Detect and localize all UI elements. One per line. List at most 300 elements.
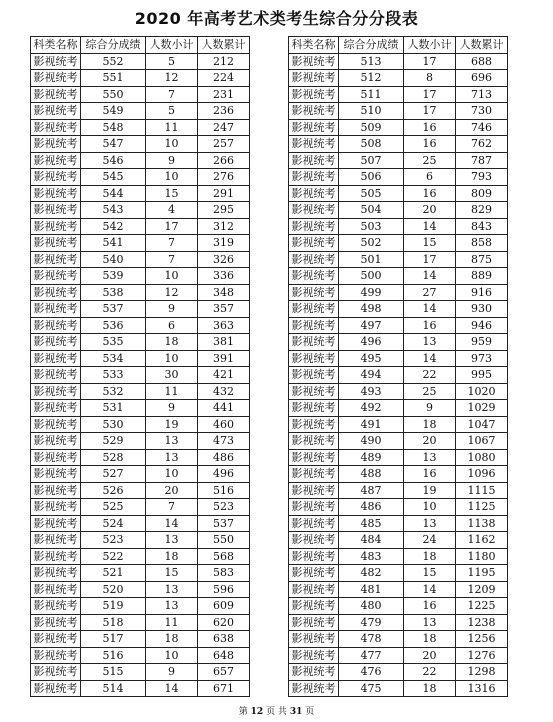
cell-count: 13 xyxy=(404,515,456,532)
cell-score: 539 xyxy=(81,268,146,285)
table-body-left xyxy=(31,53,250,697)
cell-score: 499 xyxy=(339,284,404,301)
cell-count: 10 xyxy=(146,169,198,186)
table-row xyxy=(289,581,508,598)
cell-cumulative: 1029 xyxy=(456,400,508,417)
cell-count: 11 xyxy=(146,614,198,631)
table-row xyxy=(289,664,508,681)
cell-cumulative: 1096 xyxy=(456,466,508,483)
cell-category: 影视统考 xyxy=(289,152,339,169)
cell-score: 508 xyxy=(339,136,404,153)
table-row xyxy=(289,317,508,334)
cell-cumulative: 1238 xyxy=(456,614,508,631)
cell-cumulative: 1020 xyxy=(456,383,508,400)
cell-score: 513 xyxy=(339,53,404,70)
table-row xyxy=(289,482,508,499)
cell-count: 14 xyxy=(146,515,198,532)
table-row xyxy=(289,251,508,268)
cell-cumulative: 688 xyxy=(456,53,508,70)
cell-count: 13 xyxy=(404,334,456,351)
table-row xyxy=(31,136,250,153)
cell-cumulative: 550 xyxy=(198,532,250,549)
table-row xyxy=(31,169,250,186)
table-header xyxy=(289,37,508,54)
cell-category: 影视统考 xyxy=(289,515,339,532)
cell-category: 影视统考 xyxy=(289,466,339,483)
cell-category: 影视统考 xyxy=(31,416,81,433)
cell-score: 542 xyxy=(81,218,146,235)
footer-mid: 页 共 xyxy=(266,707,287,717)
cell-score: 514 xyxy=(81,680,146,697)
table-row xyxy=(289,218,508,235)
header-count: 人数小计 xyxy=(146,37,198,54)
total-pages: 31 xyxy=(289,707,303,717)
cell-score: 519 xyxy=(81,598,146,615)
cell-count: 17 xyxy=(146,218,198,235)
cell-count: 16 xyxy=(404,466,456,483)
table-row xyxy=(31,631,250,648)
cell-cumulative: 432 xyxy=(198,383,250,400)
cell-count: 13 xyxy=(146,449,198,466)
cell-count: 18 xyxy=(146,334,198,351)
cell-cumulative: 460 xyxy=(198,416,250,433)
cell-count: 10 xyxy=(146,350,198,367)
cell-score: 544 xyxy=(81,185,146,202)
table-row xyxy=(31,565,250,582)
cell-count: 27 xyxy=(404,284,456,301)
cell-cumulative: 336 xyxy=(198,268,250,285)
cell-score: 506 xyxy=(339,169,404,186)
cell-cumulative: 696 xyxy=(456,70,508,87)
cell-count: 5 xyxy=(146,103,198,120)
cell-category: 影视统考 xyxy=(289,482,339,499)
cell-cumulative: 916 xyxy=(456,284,508,301)
cell-score: 522 xyxy=(81,548,146,565)
cell-score: 533 xyxy=(81,367,146,384)
table-row xyxy=(289,367,508,384)
cell-count: 17 xyxy=(404,103,456,120)
cell-cumulative: 381 xyxy=(198,334,250,351)
cell-category: 影视统考 xyxy=(31,334,81,351)
cell-cumulative: 1298 xyxy=(456,664,508,681)
cell-cumulative: 609 xyxy=(198,598,250,615)
cell-score: 541 xyxy=(81,235,146,252)
cell-cumulative: 657 xyxy=(198,664,250,681)
cell-cumulative: 295 xyxy=(198,202,250,219)
cell-category: 影视统考 xyxy=(289,548,339,565)
header-score: 综合分成绩 xyxy=(339,37,404,54)
cell-score: 540 xyxy=(81,251,146,268)
cell-category: 影视统考 xyxy=(31,614,81,631)
cell-score: 487 xyxy=(339,482,404,499)
cell-score: 551 xyxy=(81,70,146,87)
cell-cumulative: 326 xyxy=(198,251,250,268)
table-row xyxy=(31,614,250,631)
cell-score: 552 xyxy=(81,53,146,70)
table-row xyxy=(31,218,250,235)
cell-category: 影视统考 xyxy=(31,251,81,268)
cell-category: 影视统考 xyxy=(289,449,339,466)
cell-count: 18 xyxy=(404,680,456,697)
table-row xyxy=(31,317,250,334)
cell-category: 影视统考 xyxy=(289,614,339,631)
cell-cumulative: 1162 xyxy=(456,532,508,549)
header-category: 科类名称 xyxy=(31,37,81,54)
table-row xyxy=(31,466,250,483)
table-row xyxy=(289,416,508,433)
cell-cumulative: 276 xyxy=(198,169,250,186)
cell-category: 影视统考 xyxy=(289,103,339,120)
cell-score: 515 xyxy=(81,664,146,681)
cell-count: 16 xyxy=(404,185,456,202)
cell-score: 550 xyxy=(81,86,146,103)
cell-count: 17 xyxy=(404,53,456,70)
cell-cumulative: 1067 xyxy=(456,433,508,450)
cell-category: 影视统考 xyxy=(31,647,81,664)
cell-score: 525 xyxy=(81,499,146,516)
table-row xyxy=(289,301,508,318)
cell-category: 影视统考 xyxy=(31,86,81,103)
cell-category: 影视统考 xyxy=(31,532,81,549)
table-row xyxy=(289,433,508,450)
cell-cumulative: 1276 xyxy=(456,647,508,664)
table-row xyxy=(289,169,508,186)
cell-category: 影视统考 xyxy=(31,185,81,202)
table-row xyxy=(289,598,508,615)
table-body-right xyxy=(289,53,508,697)
cell-score: 521 xyxy=(81,565,146,582)
table-row xyxy=(289,383,508,400)
cell-score: 532 xyxy=(81,383,146,400)
cell-category: 影视统考 xyxy=(289,284,339,301)
cell-cumulative: 946 xyxy=(456,317,508,334)
cell-cumulative: 713 xyxy=(456,86,508,103)
page-footer xyxy=(0,704,553,717)
table-row xyxy=(289,284,508,301)
table-row xyxy=(289,202,508,219)
cell-count: 14 xyxy=(404,581,456,598)
cell-score: 516 xyxy=(81,647,146,664)
cell-category: 影视统考 xyxy=(289,680,339,697)
cell-cumulative: 421 xyxy=(198,367,250,384)
cell-cumulative: 973 xyxy=(456,350,508,367)
cell-count: 24 xyxy=(404,532,456,549)
table-header xyxy=(31,37,250,54)
cell-cumulative: 568 xyxy=(198,548,250,565)
cell-cumulative: 441 xyxy=(198,400,250,417)
cell-category: 影视统考 xyxy=(31,548,81,565)
table-row xyxy=(31,86,250,103)
cell-category: 影视统考 xyxy=(31,317,81,334)
cell-category: 影视统考 xyxy=(289,367,339,384)
cell-category: 影视统考 xyxy=(31,482,81,499)
table-row xyxy=(289,449,508,466)
cell-score: 497 xyxy=(339,317,404,334)
cell-category: 影视统考 xyxy=(289,251,339,268)
table-row xyxy=(31,383,250,400)
cell-score: 481 xyxy=(339,581,404,598)
cell-category: 影视统考 xyxy=(31,202,81,219)
table-row xyxy=(289,680,508,697)
cell-category: 影视统考 xyxy=(289,169,339,186)
cell-count: 7 xyxy=(146,499,198,516)
table-row xyxy=(31,482,250,499)
cell-category: 影视统考 xyxy=(289,202,339,219)
cell-category: 影视统考 xyxy=(31,350,81,367)
table-row xyxy=(289,119,508,136)
cell-cumulative: 843 xyxy=(456,218,508,235)
cell-count: 12 xyxy=(146,70,198,87)
table-row xyxy=(289,103,508,120)
page-title: 2020 年高考艺术类考生综合分分段表 xyxy=(134,9,419,28)
cell-cumulative: 1256 xyxy=(456,631,508,648)
table-row xyxy=(289,400,508,417)
cell-category: 影视统考 xyxy=(31,367,81,384)
cell-cumulative: 620 xyxy=(198,614,250,631)
header-category: 科类名称 xyxy=(289,37,339,54)
cell-cumulative: 875 xyxy=(456,251,508,268)
cell-count: 18 xyxy=(404,416,456,433)
cell-cumulative: 730 xyxy=(456,103,508,120)
cell-count: 7 xyxy=(146,235,198,252)
table-row xyxy=(31,598,250,615)
table-row xyxy=(31,664,250,681)
table-row xyxy=(289,53,508,70)
cell-score: 476 xyxy=(339,664,404,681)
cell-cumulative: 1047 xyxy=(456,416,508,433)
cell-count: 4 xyxy=(146,202,198,219)
table-row xyxy=(289,70,508,87)
cell-count: 14 xyxy=(146,680,198,697)
cell-cumulative: 357 xyxy=(198,301,250,318)
footer-suffix: 页 xyxy=(305,707,315,717)
cell-cumulative: 787 xyxy=(456,152,508,169)
cell-count: 16 xyxy=(404,119,456,136)
table-row xyxy=(31,680,250,697)
table-row xyxy=(31,532,250,549)
cell-count: 16 xyxy=(404,598,456,615)
cell-score: 528 xyxy=(81,449,146,466)
cell-count: 13 xyxy=(404,614,456,631)
cell-count: 18 xyxy=(404,548,456,565)
cell-cumulative: 762 xyxy=(456,136,508,153)
cell-category: 影视统考 xyxy=(289,433,339,450)
cell-cumulative: 537 xyxy=(198,515,250,532)
cell-cumulative: 266 xyxy=(198,152,250,169)
cell-category: 影视统考 xyxy=(31,680,81,697)
table-row xyxy=(31,70,250,87)
cell-count: 17 xyxy=(404,86,456,103)
cell-score: 517 xyxy=(81,631,146,648)
table-row xyxy=(289,86,508,103)
cell-score: 523 xyxy=(81,532,146,549)
cell-category: 影视统考 xyxy=(31,433,81,450)
cell-category: 影视统考 xyxy=(289,383,339,400)
cell-count: 9 xyxy=(404,400,456,417)
cell-cumulative: 319 xyxy=(198,235,250,252)
cell-score: 492 xyxy=(339,400,404,417)
cell-count: 10 xyxy=(146,136,198,153)
cell-cumulative: 1316 xyxy=(456,680,508,697)
cell-score: 482 xyxy=(339,565,404,582)
cell-cumulative: 391 xyxy=(198,350,250,367)
cell-count: 14 xyxy=(404,301,456,318)
cell-count: 11 xyxy=(146,119,198,136)
table-row xyxy=(289,185,508,202)
cell-cumulative: 236 xyxy=(198,103,250,120)
cell-cumulative: 231 xyxy=(198,86,250,103)
cell-score: 518 xyxy=(81,614,146,631)
cell-category: 影视统考 xyxy=(31,284,81,301)
cell-cumulative: 889 xyxy=(456,268,508,285)
cell-score: 536 xyxy=(81,317,146,334)
cell-count: 20 xyxy=(404,433,456,450)
cell-cumulative: 648 xyxy=(198,647,250,664)
page-number: 12 xyxy=(250,707,264,717)
cell-score: 489 xyxy=(339,449,404,466)
cell-count: 19 xyxy=(404,482,456,499)
cell-cumulative: 496 xyxy=(198,466,250,483)
cell-score: 494 xyxy=(339,367,404,384)
cell-count: 22 xyxy=(404,664,456,681)
table-row xyxy=(31,433,250,450)
table-row xyxy=(289,334,508,351)
score-table-right xyxy=(288,36,508,697)
cell-count: 30 xyxy=(146,367,198,384)
table-row xyxy=(289,152,508,169)
cell-category: 影视统考 xyxy=(31,119,81,136)
table-row xyxy=(31,449,250,466)
cell-score: 509 xyxy=(339,119,404,136)
cell-category: 影视统考 xyxy=(289,53,339,70)
cell-score: 524 xyxy=(81,515,146,532)
cell-score: 483 xyxy=(339,548,404,565)
cell-cumulative: 1080 xyxy=(456,449,508,466)
cell-count: 16 xyxy=(404,136,456,153)
cell-cumulative: 930 xyxy=(456,301,508,318)
table-row xyxy=(289,647,508,664)
cell-count: 9 xyxy=(146,152,198,169)
cell-category: 影视统考 xyxy=(289,218,339,235)
cell-category: 影视统考 xyxy=(289,136,339,153)
table-row xyxy=(31,152,250,169)
cell-score: 531 xyxy=(81,400,146,417)
cell-score: 484 xyxy=(339,532,404,549)
cell-category: 影视统考 xyxy=(289,647,339,664)
table-row xyxy=(31,400,250,417)
cell-cumulative: 523 xyxy=(198,499,250,516)
cell-category: 影视统考 xyxy=(31,218,81,235)
cell-count: 13 xyxy=(146,433,198,450)
cell-score: 511 xyxy=(339,86,404,103)
table-row xyxy=(289,268,508,285)
cell-cumulative: 858 xyxy=(456,235,508,252)
cell-count: 9 xyxy=(146,301,198,318)
cell-category: 影视统考 xyxy=(31,466,81,483)
table-row xyxy=(289,350,508,367)
cell-score: 480 xyxy=(339,598,404,615)
header-cumulative: 人数累计 xyxy=(456,37,508,54)
cell-count: 9 xyxy=(146,400,198,417)
cell-score: 504 xyxy=(339,202,404,219)
cell-score: 493 xyxy=(339,383,404,400)
cell-category: 影视统考 xyxy=(289,532,339,549)
cell-score: 491 xyxy=(339,416,404,433)
cell-count: 14 xyxy=(404,218,456,235)
cell-cumulative: 348 xyxy=(198,284,250,301)
cell-category: 影视统考 xyxy=(289,317,339,334)
cell-score: 546 xyxy=(81,152,146,169)
table-row xyxy=(31,268,250,285)
cell-score: 548 xyxy=(81,119,146,136)
cell-category: 影视统考 xyxy=(31,70,81,87)
table-row xyxy=(31,103,250,120)
cell-count: 17 xyxy=(404,251,456,268)
table-row xyxy=(31,499,250,516)
cell-count: 7 xyxy=(146,251,198,268)
cell-category: 影视统考 xyxy=(289,350,339,367)
cell-category: 影视统考 xyxy=(31,499,81,516)
cell-category: 影视统考 xyxy=(289,86,339,103)
table-row xyxy=(31,185,250,202)
cell-cumulative: 638 xyxy=(198,631,250,648)
cell-count: 20 xyxy=(404,202,456,219)
cell-cumulative: 1138 xyxy=(456,515,508,532)
cell-count: 15 xyxy=(404,565,456,582)
cell-score: 538 xyxy=(81,284,146,301)
cell-category: 影视统考 xyxy=(289,416,339,433)
cell-score: 547 xyxy=(81,136,146,153)
cell-count: 9 xyxy=(146,664,198,681)
header-count: 人数小计 xyxy=(404,37,456,54)
cell-category: 影视统考 xyxy=(289,400,339,417)
cell-count: 7 xyxy=(146,86,198,103)
score-table-left xyxy=(30,36,250,697)
cell-score: 490 xyxy=(339,433,404,450)
cell-cumulative: 247 xyxy=(198,119,250,136)
cell-score: 496 xyxy=(339,334,404,351)
cell-count: 15 xyxy=(146,565,198,582)
cell-score: 502 xyxy=(339,235,404,252)
header-score: 综合分成绩 xyxy=(81,37,146,54)
cell-score: 488 xyxy=(339,466,404,483)
cell-count: 6 xyxy=(146,317,198,334)
cell-count: 25 xyxy=(404,383,456,400)
cell-cumulative: 671 xyxy=(198,680,250,697)
cell-category: 影视统考 xyxy=(289,268,339,285)
cell-cumulative: 473 xyxy=(198,433,250,450)
cell-cumulative: 291 xyxy=(198,185,250,202)
table-row xyxy=(289,136,508,153)
cell-score: 535 xyxy=(81,334,146,351)
cell-count: 14 xyxy=(404,268,456,285)
table-row xyxy=(289,235,508,252)
cell-cumulative: 829 xyxy=(456,202,508,219)
cell-cumulative: 1180 xyxy=(456,548,508,565)
cell-score: 495 xyxy=(339,350,404,367)
table-row xyxy=(289,515,508,532)
cell-category: 影视统考 xyxy=(289,70,339,87)
cell-count: 8 xyxy=(404,70,456,87)
cell-count: 12 xyxy=(146,284,198,301)
cell-category: 影视统考 xyxy=(31,268,81,285)
table-row xyxy=(31,581,250,598)
cell-score: 498 xyxy=(339,301,404,318)
cell-count: 10 xyxy=(146,647,198,664)
cell-category: 影视统考 xyxy=(289,598,339,615)
cell-count: 16 xyxy=(404,317,456,334)
table-row xyxy=(289,631,508,648)
